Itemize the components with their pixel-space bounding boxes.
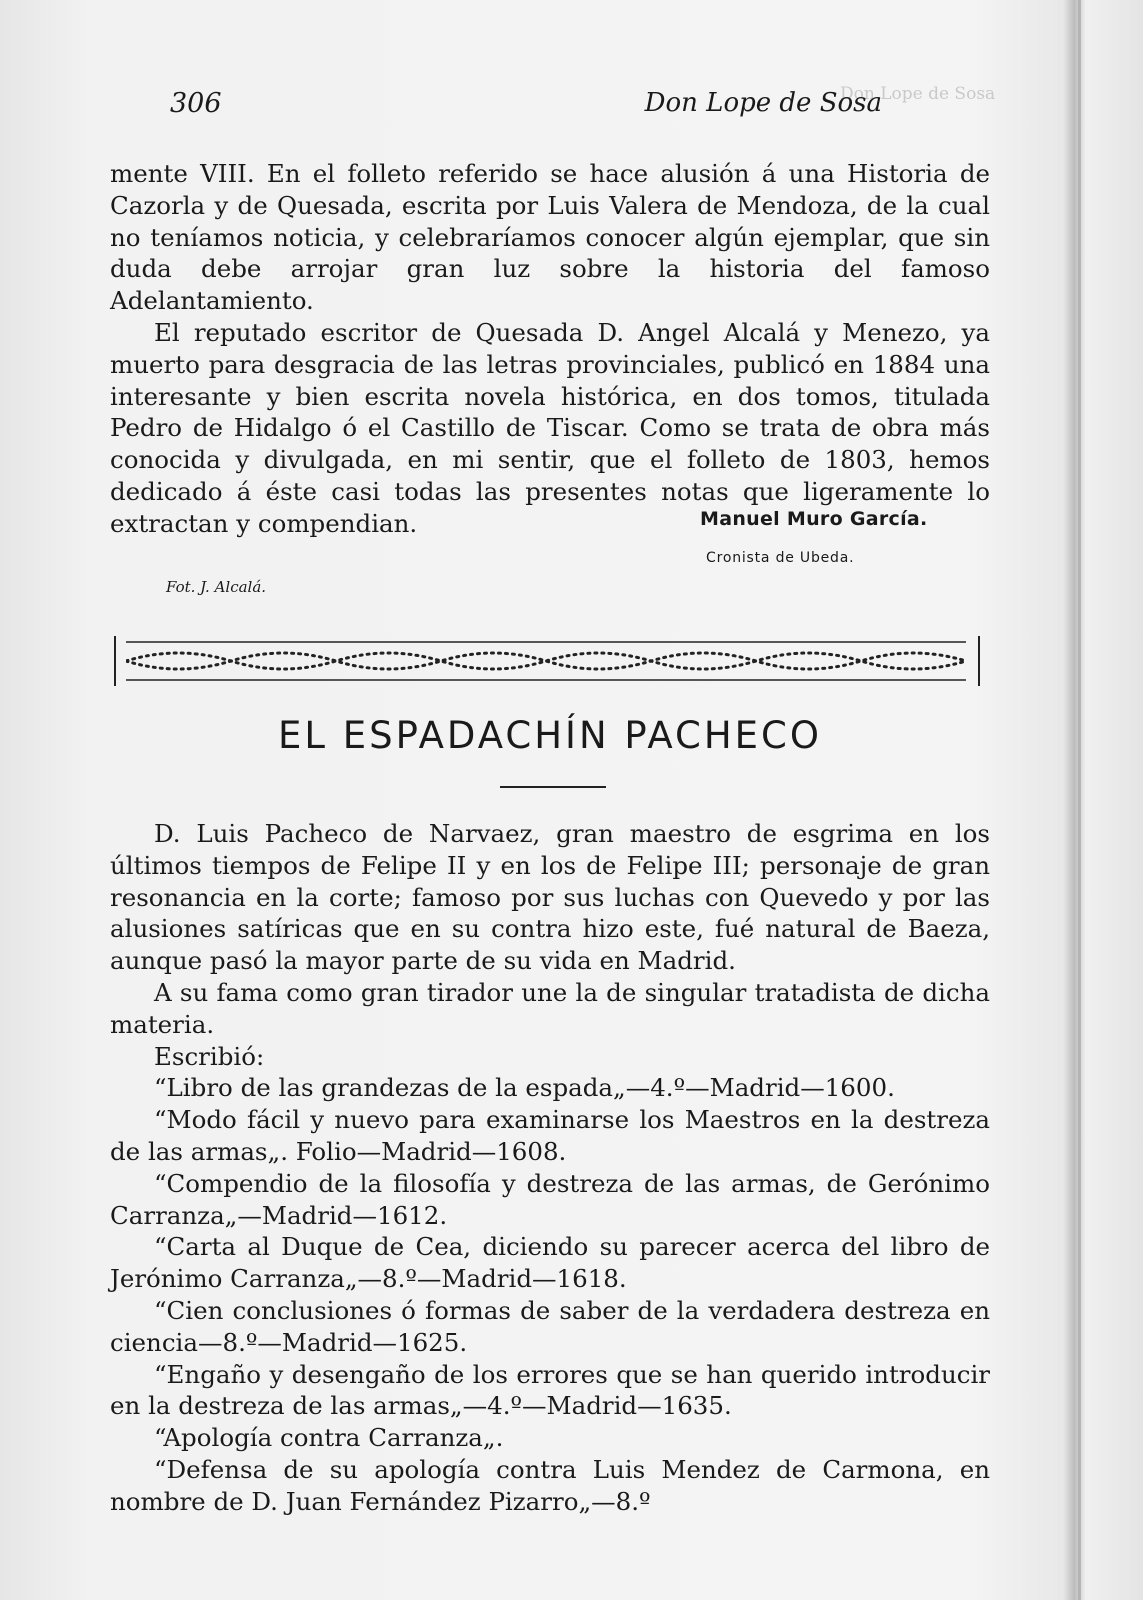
bleed-through-header: Don Lope de Sosa (840, 84, 996, 104)
author-role: Cronista de Ubeda. (706, 550, 855, 566)
bibliography-entry: “Compendio de la filosofía y destreza de las armas, de Gerónimo Carranza„—Madrid—1612. (110, 1168, 990, 1230)
section-title: EL ESPADACHÍN PACHECO (278, 714, 822, 757)
ornament-chain-icon (126, 640, 966, 682)
section-paragraph: D. Luis Pacheco de Narvaez, gran maestro de esgrima en los últimos tiempos de Felipe II y en los de Felipe III; personaje de gran resonancia en la corte; famoso por sus luchas con Quevedo y por las alusiones satíricas que en su contra hizo este, fué natural de Baeza, aunque pasó la mayor parte de su vida en Madrid. (110, 819, 990, 976)
bibliography-entry: “Modo fácil y nuevo para examinarse los Maestros en la destreza de las armas„. Folio—Madrid—1608. (110, 1105, 990, 1166)
bibliography-entry: “Apología contra Carranza„. (154, 1423, 504, 1453)
page-number: 306 (170, 88, 222, 119)
bibliography-entry: “Libro de las grandezas de la espada„—4.º—Madrid—1600. (154, 1073, 895, 1103)
bibliography-entry: “Engaño y desengaño de los errores que se han querido introducir en la destreza de las armas„—4.º—Madrid—1635. (110, 1359, 990, 1421)
author-signature: Manuel Muro García. (700, 508, 928, 530)
page-header (170, 88, 882, 124)
page-fold (1078, 0, 1081, 1600)
bibliography-entry: “Defensa de su apología contra Luis Mendez de Carmona, en nombre de D. Juan Fernández Pizarro„—8.º (110, 1454, 990, 1516)
running-title: Don Lope de Sosa (644, 88, 882, 118)
section-body-text (110, 818, 990, 1518)
photo-credit: Fot. J. Alcalá. (166, 578, 267, 596)
bibliography-entry: “Cien conclusiones ó formas de saber de la verdadera destreza en ciencia—8.º—Madrid—1625. (110, 1295, 990, 1357)
article-end-paragraph: El reputado escritor de Quesada D. Angel Alcalá y Menezo, ya muerto para desgracia de las letras provinciales, publicó en 1884 una interesante y bien escrita novela histórica, en dos tomos, titulada Pedro de Hidalgo ó el Castillo de Tiscar. Como se trata de obra más conocida y divulgada, en mi sentir, que el folleto de 1803, hemos dedicado á éste casi todas las presentes notas que ligeramente lo extractan y compendian. (110, 317, 990, 538)
bibliography-entry: “Carta al Duque de Cea, diciendo su parecer acerca del libro de Jerónimo Carranza„—8.º—Madrid—1618. (110, 1232, 990, 1294)
section-paragraph: A su fama como gran tirador une la de singular tratadista de dicha materia. (110, 977, 990, 1039)
section-paragraph: Escribió: (154, 1041, 265, 1071)
article-end-text (110, 158, 990, 540)
decorative-ornament-band (114, 636, 980, 686)
title-underline (500, 786, 606, 788)
article-end-paragraph: mente VIII. En el folleto referido se hace alusión á una Historia de Cazorla y de Quesada, escrita por Luis Valera de Mendoza, de la cual no teníamos noticia, y celebraríamos conocer algún ejemplar, que sin duda debe arrojar gran luz sobre la historia del famoso Adelantamiento. (110, 159, 990, 316)
